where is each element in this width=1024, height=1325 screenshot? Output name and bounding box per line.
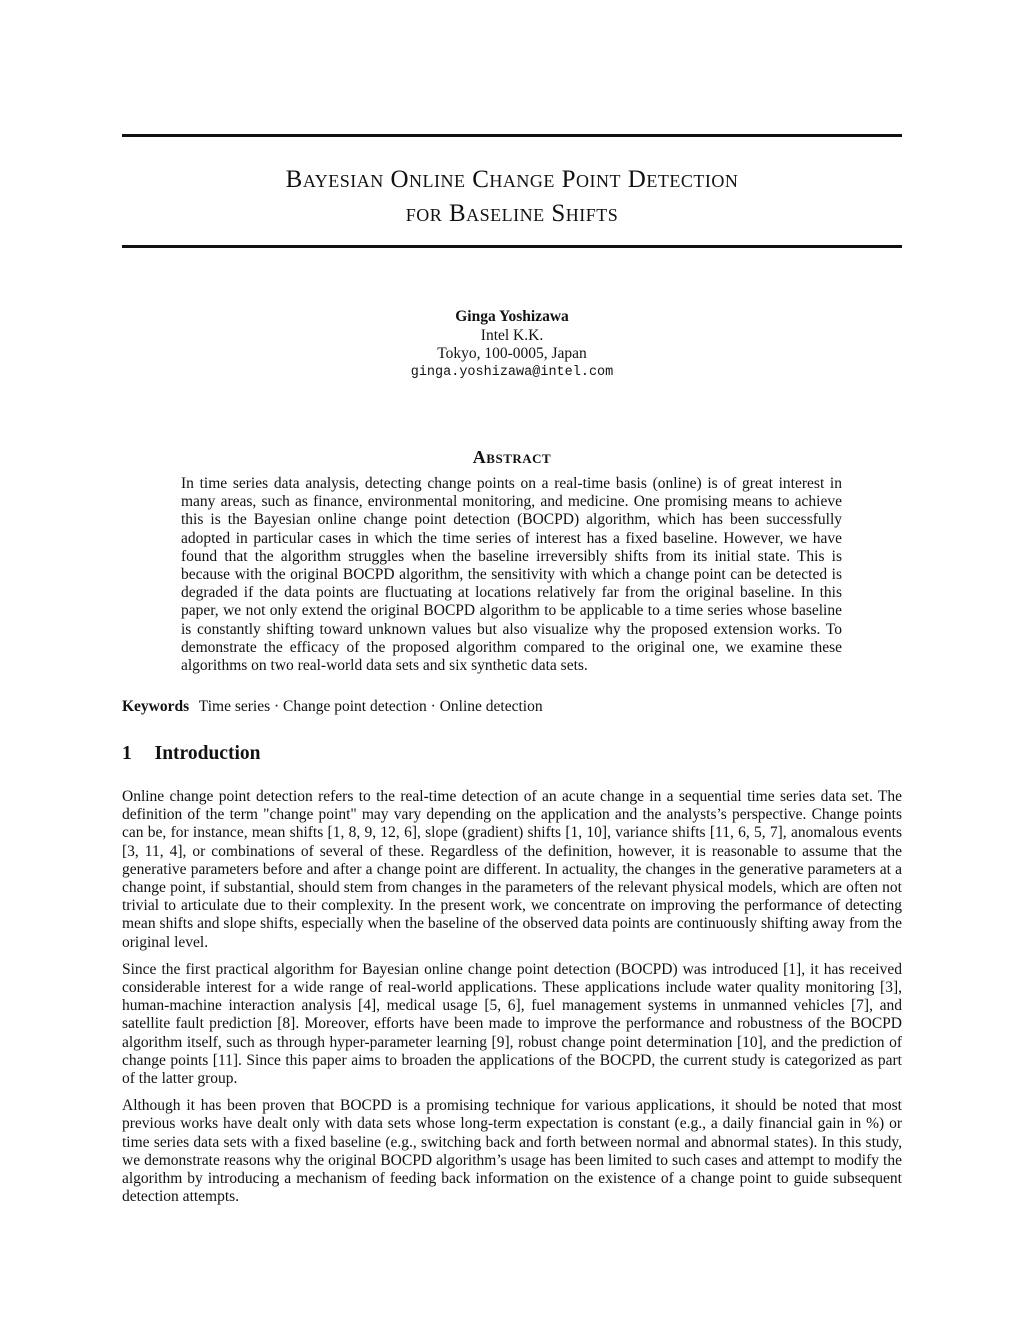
abstract-text: In time series data analysis, detecting change points on a real-time basis (online) is of great interest in many areas, such as finance, environmental monitoring, and medicine. One promising means to achieve this is the Bayesian online change point detection (BOCPD) algorithm, which has been successfully adopted in particular cases in which the time series of interest has a fixed baseline. However, we have found that the algorithm struggles when the baseline irreversibly shifts from its initial state. This is because with the original BOCPD algorithm, the sensitivity with which a change point can be detected is degraded if the data points are fluctuating at locations relatively far from the original baseline. In this paper, we not only extend the original BOCPD algorithm to be applicable to a time series whose baseline is constantly shifting toward unknown values but also visualize why the proposed extension works. To demonstrate the efficacy of the proposed algorithm compared to the original one, we examine these algorithms on two real-world data sets and six synthetic data sets. bbox=[181, 475, 842, 675]
title-top-rule bbox=[122, 134, 902, 137]
keywords-label: Keywords bbox=[122, 698, 190, 715]
author-email: ginga.yoshizawa@intel.com bbox=[410, 364, 614, 380]
paragraph: Online change point detection refers to the real-time detection of an acute change in a sequential time series data set. The definition of the term "change point" may vary depending on the application and the analysts’s perspective. Change points can be, for instance, mean shifts [1, 8, 9, 12, 6], slope (gradient) shifts [1, 10], variance shifts [11, 6, 5, 7], anomalous events [3, 11, 4], or combinations of several of these. Regardless of the definition, however, it is reasonable to assume that the generative parameters before and after a change point are different. In actuality, the changes in the generative parameters at a change point, if substantial, should stem from changes in the parameters of the relevant physical models, which are often not trivial to articulate due to their complexity. In the present work, we concentrate on improving the performance of detecting mean shifts and slope shifts, especially when the baseline of the observed data points are continuously shifting away from the original level. bbox=[122, 788, 902, 951]
author-block bbox=[122, 308, 902, 382]
title-bottom-rule bbox=[122, 245, 902, 248]
author-affiliation: Intel K.K. bbox=[480, 326, 544, 344]
section-heading-introduction bbox=[122, 743, 260, 765]
introduction-body bbox=[122, 788, 902, 1215]
paragraph: Since the first practical algorithm for Bayesian online change point detection (BOCPD) was introduced [1], it has received considerable interest for a wide range of real-world applications. These applications include water quality monitoring [3], human-machine interaction analysis [4], medical usage [5, 6], fuel management systems in unmanned vehicles [7], and satellite fault prediction [8]. Moreover, efforts have been made to improve the performance and robustness of the BOCPD algorithm itself, such as through hyper-parameter learning [9], robust change point determination [10], and the prediction of change points [11]. Since this paper aims to broaden the applications of the BOCPD, the current study is categorized as part of the latter group. bbox=[122, 960, 902, 1088]
paper-title-line-2: for Baseline Shifts bbox=[405, 200, 619, 227]
abstract-heading: Abstract bbox=[472, 447, 552, 467]
section-title: Introduction bbox=[154, 743, 261, 764]
author-name: Ginga Yoshizawa bbox=[455, 308, 569, 325]
paragraph: Although it has been proven that BOCPD is a promising technique for various applications, it should be noted that most previous works have dealt only with data sets whose long-term expectation is constant (e.g., a daily financial gain in %) or time series data sets with a fixed baseline (e.g., switching back and forth between normal and abnormal states). In this study, we demonstrate reasons why the original BOCPD algorithm’s usage has been limited to such cases and attempt to modify the algorithm by introducing a mechanism of feeding back information on the existence of a change point to guide subsequent detection attempts. bbox=[122, 1097, 902, 1206]
author-location: Tokyo, 100-0005, Japan bbox=[437, 345, 587, 362]
section-number: 1 bbox=[122, 743, 132, 764]
keywords-line bbox=[122, 698, 902, 716]
paper-title-line-1: Bayesian Online Change Point Detection bbox=[285, 166, 739, 193]
keywords-text: Time series · Change point detection · Online detection bbox=[198, 698, 543, 715]
